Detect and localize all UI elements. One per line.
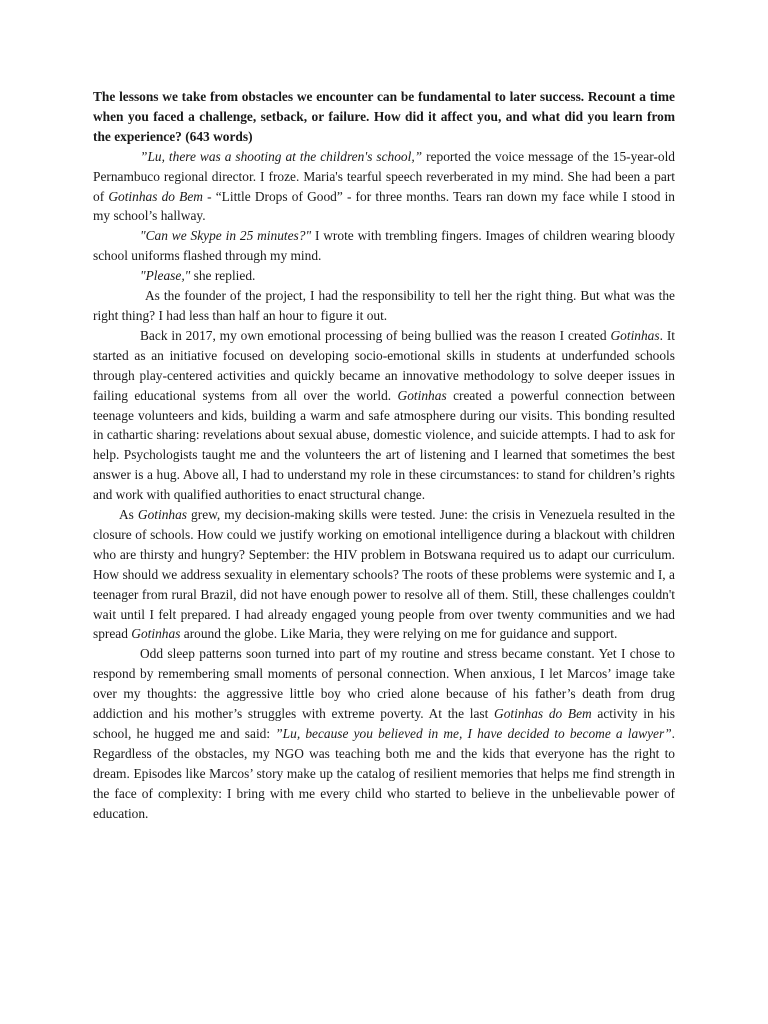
paragraph-skype — [93, 226, 675, 266]
paragraph-text: created a powerful connection between teenage volunteers and kids, building a warm and safe atmosphere during our visits. This bonding resulted in cathartic sharing: revelations about sexual abuse, domestic violence, and suicide attempts. I had to ask for help. Psychologists taught me and the volunteers the art of listening and I learned that sometimes the best answer is a hug. Above all, I had to understand my role in these circumstances: to stand for children’s rights and work with qualified authorities to enact structural change. — [93, 387, 676, 503]
project-name: Gotinhas — [610, 327, 660, 343]
essay-prompt: The lessons we take from obstacles we encounter can be fundamental to later success. Recount a time when you faced a challenge, setback, or failure. How did it affect you, and what did you learn from the experience? (643 words) — [93, 89, 675, 144]
paragraph-text: she replied. — [190, 268, 256, 284]
paragraph-odd-sleep — [93, 644, 675, 823]
project-name: Gotinhas do Bem — [108, 188, 203, 204]
paragraph-text: I wrote with trembling fingers. Images of children wearing bloody school uniforms flashed through my mind. — [93, 228, 675, 264]
paragraph-text: Back in 2017, my own emotional processing of being bullied was the reason I created — [140, 327, 611, 343]
quote-text: "Can we Skype in 25 minutes?" — [140, 228, 312, 244]
paragraph-founder: As the founder of the project, I had the responsibility to tell her the right thing. But what was the right thing? I had less than half an hour to figure it out. — [93, 288, 675, 323]
project-name: Gotinhas — [397, 387, 447, 403]
quote-text: ”Lu, there was a shooting at the children's school,” — [140, 148, 423, 164]
project-name: Gotinhas — [137, 507, 188, 523]
paragraph-text: grew, my decision-making skills were tested. June: the crisis in Venezuela resulted in the closure of schools. How could we justify working on emotional intelligence during a blackout with children who are thirsty and hungry? September: the HIV problem in Botswana required us to adapt our curriculum. How should we address sexuality in elementary schools? The roots of these problems were systemic and I, a teenager from rural Brazil, did not have enough power to resolve all of them. Still, these challenges couldn't wait until I felt prepared. I had already engaged young people from over twenty communities and we had spread — [93, 507, 675, 642]
paragraph-text: . Regardless of the obstacles, my NGO was teaching both me and the kids that everyone has the right to dream. Episodes like Marcos’ story make up the catalog of resilient memories that helps me find strength in the face of complexity: I bring with me every child who started to believe in the unbelievable power of education. — [93, 726, 675, 821]
paragraph-text: . It started as an initiative focused on developing socio-emotional skills in students at underfunded schools through play-centered activities and quickly became an innovative methodology to solve deeper issues in failing educational systems from all over the world. — [93, 327, 675, 403]
paragraph-as-gotinhas-grew — [93, 505, 675, 644]
quote-text: ”Lu, because you believed in me, I have decided to become a lawyer” — [275, 726, 672, 741]
paragraph-text: - “Little Drops of Good” - for three months. Tears ran down my face while I stood in my school’s hallway. — [93, 188, 675, 224]
paragraph-back-in-2017 — [93, 326, 675, 505]
paragraph-text: Odd sleep patterns soon turned into part of my routine and stress became constant. Yet I chose to respond by remembering small moments of personal connection. When anxious, I let Marcos’ image take over my thoughts: the aggressive little boy who cried alone because of his father’s death from drug addiction and his mother’s struggles with extreme poverty. At the last — [93, 646, 675, 722]
quote-text: "Please," — [140, 268, 191, 284]
paragraph-text: around the globe. Like Maria, they were relying on me for guidance and support. — [180, 626, 618, 642]
paragraph-text: activity in his school, he hugged me and said: — [93, 706, 675, 741]
paragraph-voice-message — [93, 147, 675, 227]
paragraph-text: As — [119, 507, 138, 523]
essay-page — [93, 87, 675, 824]
project-name: Gotinhas do Bem — [494, 706, 592, 722]
paragraph-text: reported the voice message of the 15-year-old Pernambuco regional director. I froze. Maria's tearful speech reverberated in my mind. She had been a part of — [93, 148, 675, 204]
paragraph-please — [93, 266, 675, 286]
project-name: Gotinhas — [131, 626, 181, 642]
